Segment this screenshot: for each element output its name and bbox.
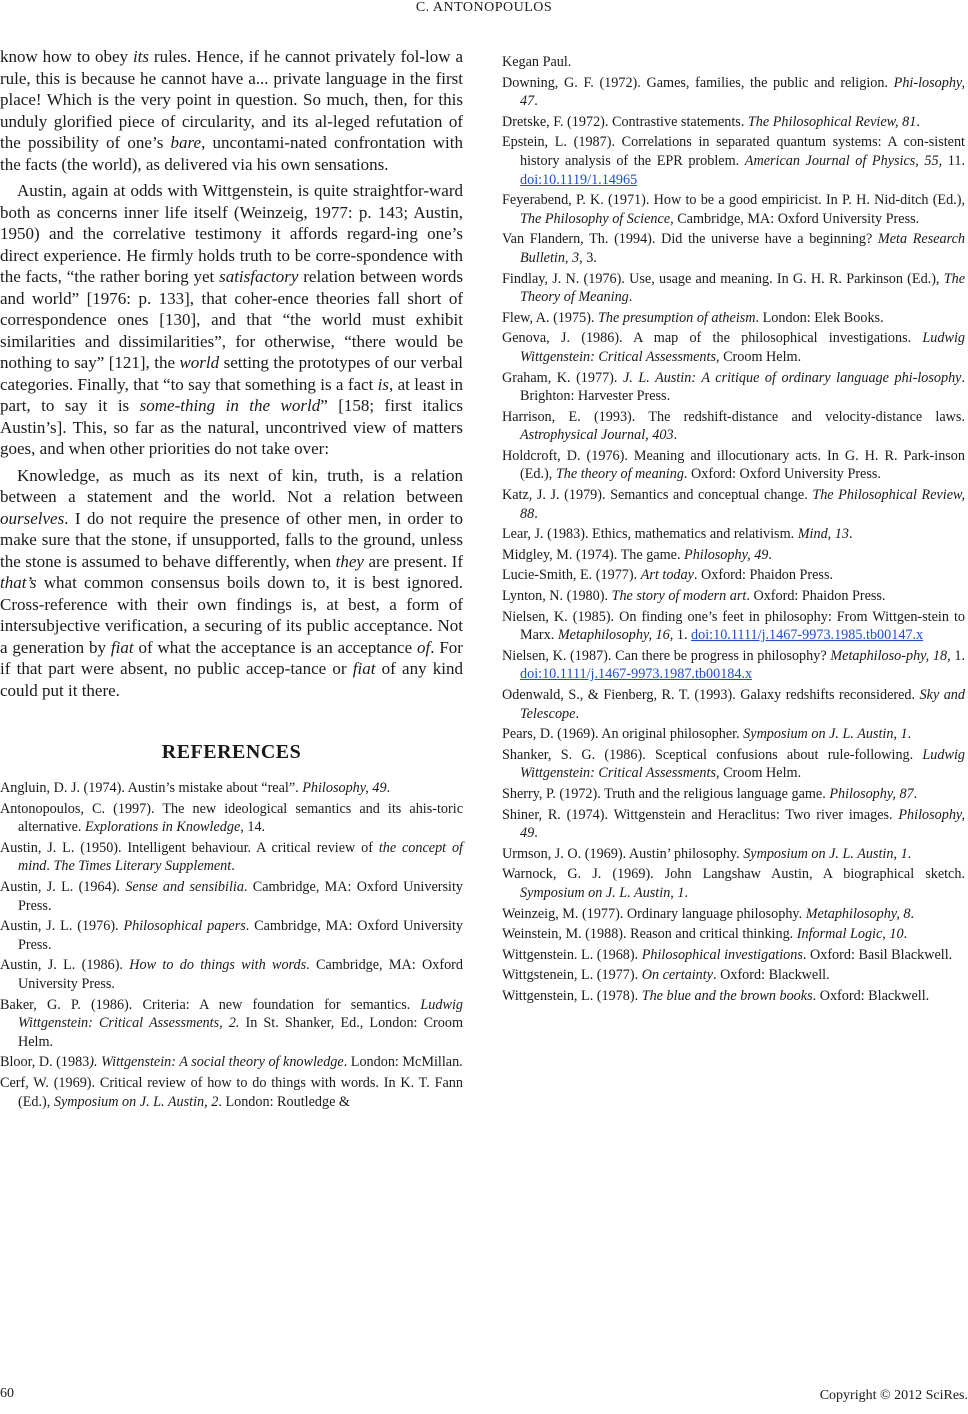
italic-text: Philosophy, 49 [684,546,769,563]
text-run: Lucie-Smith, E. (1977). [502,567,641,584]
italic-text: The theory of meaning [555,466,684,483]
text-run: Shanker, S. G. (1986). Sceptical confusions about rule-following. [502,746,923,763]
reference-entry [502,987,965,1006]
text-run: Katz, J. J. (1979). Semantics and conceptual change. [502,487,813,504]
text-run: . For if that part were absent, no public accep-tance or [0,637,463,678]
text-run: Graham, K. (1977). [502,369,623,386]
reference-entry [502,746,965,783]
doi-link[interactable]: doi:10.1119/1.14965 [520,171,638,188]
text-run: Pears, D. (1969). An original philosopher. [502,726,744,743]
italic-text: Art today [640,567,694,584]
right-column [502,53,965,1008]
reference-entry [502,925,965,944]
reference-entry [502,447,965,484]
body-paragraph [0,46,463,175]
text-run: Van Flandern, Th. (1994). Did the universe have a beginning? [502,231,878,248]
text-run: Kegan Paul. [502,54,572,70]
italic-text: American Journal of Physics, 55, [744,152,943,169]
italic-text: bare [170,133,202,152]
reference-entry [502,785,965,804]
text-run: . [910,905,915,922]
italic-text: Ludwig Wittgenstein: Critical Assessments [520,746,965,782]
doi-link[interactable]: doi:10.1111/j.1467-9973.1987.tb00184.x [520,666,753,683]
italic-text: fiat [110,637,134,657]
italic-text: Sense and sensibilia [125,878,244,895]
text-run: setting the prototypes of our verbal categories. Finally, that “to say that something is a fact [0,353,464,394]
reference-entry [502,686,965,723]
italic-text: Metaphilosophy, 16, [557,627,674,644]
italic-text: Metaphilosophy, 8 [805,905,911,922]
text-run: . [903,926,908,943]
text-run: 11. [942,152,965,169]
text-run: Baker, G. P. (1986). Criteria: A new foundation for semantics. [0,996,421,1013]
text-run: . Oxford: Blackwell. [812,987,930,1004]
text-run: . London: Elek Books. [755,309,884,326]
text-run: . [46,858,54,875]
text-run: Bloor, D. (1983 [0,1054,90,1071]
italic-text: The Philosophical Review, 88 [520,487,965,522]
text-run: . [916,113,920,130]
text-run: Sherry, P. (1972). Truth and the religious language game. [502,785,830,802]
italic-text: that’s [0,573,37,592]
text-run: Urmson, J. O. (1969). Austin’ philosophy. [502,845,744,862]
text-run: Downing, G. F. (1972). Games, families, the public and religion. [502,74,894,91]
text-run: , Croom Helm. [716,765,802,782]
text-run: . Brighton: Harvester Press. [520,369,966,405]
text-run: Flew, A. (1975). [502,309,599,326]
text-run: ” [158; first italics Austin’s]. This, so far as the natural, uncontrived view of matters goes, and when other priorities do not take over: [0,396,463,458]
reference-entry [502,329,965,366]
italic-text: Symposium on J. L. Austin, 1 [743,726,908,743]
references-heading: REFERENCES [161,741,302,763]
text-run: Lynton, N. (1980). [502,588,612,605]
reference-entry [502,566,965,585]
italic-text: J. L. Austin: A critique of ordinary language phi-losophy [623,369,962,386]
italic-text: Symposium on J. L. Austin, 1 [520,884,685,901]
reference-entry [0,1074,463,1111]
text-run: . [913,785,918,802]
reference-entry [0,917,463,954]
body-paragraph [0,465,463,702]
text-run: what common consensus boils down to, it is best ignored. Cross-reference with their own findings is, at best, a form of intersubjective verification, a securing of its public acceptance. Not a generation by [0,573,463,657]
text-run: Austin, again at odds with Wittgenstein, is quite straightfor-ward both as concerns inner life itself (Weinzeig, 1977: p. 143; Austin, 1950) and the correlative testimony it affords regard-ing one’s direct experience. He firmly holds truth to be corre-spondence with the facts, “the rather boring yet [0,181,463,286]
text-run: Dretske, F. (1972). Contrastive statements. [502,113,748,130]
left-column [0,46,463,1113]
text-run: are present. If [363,551,463,571]
text-run: Nielsen, K. (1985). On finding one’s feet in philosophy: From Wittgen-stein to Marx. [502,608,965,644]
italic-text: they [335,551,364,571]
reference-entry [0,800,463,837]
reference-entry [502,270,965,307]
text-run: Feyerabend, P. K. (1971). How to be a good empiricist. In P. H. Nid-ditch (Ed.), [502,192,965,209]
italic-text: some-thing in the world [139,396,321,415]
reference-entry [502,486,965,523]
text-run: Cerf, W. (1969). Critical review of how to do things with words. In K. T. Fann (Ed.), [0,1074,463,1110]
italic-text: Philosophical papers [123,918,246,935]
reference-entry [502,230,965,267]
italic-text: Informal Logic, 10 [796,926,904,943]
text-run: . [534,505,538,522]
reference-entry [0,839,463,876]
text-run: of what the acceptance is an acceptance [133,637,417,657]
italic-text: On certainty [641,967,714,984]
italic-text: Meta Research Bulletin, 3, [520,231,965,266]
italic-text: satisfactory [219,267,299,286]
text-run: Knowledge, as much as its next of kin, truth, is a relation between a statement and the world. Not a relation between [0,465,463,506]
reference-entry [0,1053,463,1072]
text-run: rules. Hence, if he cannot privately fol-low a rule, this is because he cannot have a... private language in the first place! Which is the very point in question. So much, then, for this unduly glorified piece of circularity, and its al-leged refutation of the possibility of one’s [0,47,463,152]
text-run: . I do not require the presence of other men, in order to make sure that the stone, if unsupported, falls to the ground, unless the stone is assumed to behave differently, when [0,508,463,571]
reference-entry [502,845,965,864]
text-run: . Oxford: Phaidon Press. [693,567,834,584]
reference-entry [502,133,965,189]
italic-text: its [132,47,150,66]
text-run: relation between words and world” [1976: p. 133], that coher-ence theories fall short of correspondence ones [130], and that “the world must exhibit similarities and dissimilarities”, for otherwise, “there would be nothing to say” [121], the [0,267,463,372]
text-run: Warnock, G. J. (1969). John Langshaw Austin, A biographical sketch. [502,866,965,883]
text-run: . [684,884,689,901]
text-run: Findlay, J. N. (1976). Use, usage and meaning. In G. H. R. Parkinson (Ed.), [502,270,944,287]
text-run: . Oxford: Basil Blackwell. [802,946,953,963]
italic-text: The blue and the brown books [641,987,813,1004]
italic-text: The story of modern art [611,588,747,605]
reference-entry [502,725,965,744]
text-run: . [386,780,391,796]
italic-text: The Times Literary Supplement [53,858,232,875]
doi-link[interactable]: doi:10.1111/j.1467-9973.1985.tb00147.x [691,627,924,644]
text-run: Angluin, D. J. (1974). Austin’s mistake about “real”. [0,780,303,796]
reference-entry [0,956,463,993]
text-run: , uncontami-nated confrontation with the facts (the world), as delivered via his own sensations. [0,133,463,174]
reference-entry [502,113,965,132]
italic-text: world [179,353,220,372]
reference-entry [0,878,463,915]
text-run: . [673,427,678,444]
text-run: 3. [582,249,597,266]
page-number: 60 [0,1386,14,1401]
italic-text: Phi-losophy, 47 [520,74,965,110]
reference-entry [502,647,965,684]
italic-text: Mind, 13 [797,526,849,543]
text-run: . Oxford: Phaidon Press. [746,588,886,605]
text-run: Weinzeig, M. (1977). Ordinary language philosophy. [502,905,806,922]
text-run: , Croom Helm. [716,348,802,365]
reference-entry [502,546,965,565]
italic-text: Metaphiloso-phy, 18, [830,647,951,664]
text-run: Antonopoulos, C. (1997). The new ideological semantics and its ahis-toric alternative. [0,800,463,836]
reference-entry [502,191,965,228]
italic-text: ). Wittgenstein: A social theory of knowledge [89,1054,344,1071]
italic-text: The Philosophical Review, 81 [747,113,917,130]
italic-text: Explorations in Knowledge [84,819,241,836]
text-run: Epstein, L. (1987). Correlations in separated quantum systems: A con-sistent history analysis of the EPR problem. [502,134,965,169]
text-run: In St. Shanker, Ed., London: Croom Helm. [18,1015,463,1050]
reference-entry [0,779,463,798]
copyright-notice: Copyright © 2012 SciRes. [819,1388,968,1403]
running-header: C. ANTONOPOULOS [415,0,553,15]
italic-text: The presumption of atheism [598,309,756,326]
italic-text: Ludwig Wittgenstein: Critical Assessments, 2. [18,996,463,1032]
text-run: . London: McMillan. [343,1054,463,1071]
text-run: Wittgenstein. L. (1968). [502,946,642,963]
text-run: . [575,705,579,722]
text-run: . [628,289,633,306]
text-run: 1. [950,647,965,664]
italic-text: Ludwig Wittgenstein: Critical Assessments [520,330,965,365]
text-run: Midgley, M. (1974). The game. [502,546,685,563]
reference-entry [502,53,965,72]
text-run: of any kind could put it there. [0,659,463,700]
text-run: . London: Routledge & [218,1093,350,1110]
text-run: Lear, J. (1983). Ethics, mathematics and relativism. [502,526,798,543]
reference-entry [502,309,965,328]
reference-entry [502,865,965,902]
italic-text: the concept of mind [18,839,463,875]
italic-text: How to do things with words [129,957,307,974]
italic-text: Philosophy, 49 [520,806,965,842]
reference-entry [502,525,965,544]
text-run: Harrison, E. (1993). The redshift-distance and velocity-distance laws. [502,408,965,425]
text-run: Wittgenstein, L. (1978). [502,987,642,1004]
text-run: . [907,845,912,862]
body-paragraph [0,180,463,460]
text-run: Nielsen, K. (1987). Can there be progress in philosophy? [502,647,831,664]
italic-text: of [417,637,431,657]
text-run: . Cambridge, MA: Oxford University Press. [18,918,463,953]
reference-entry [0,996,463,1052]
text-run: 1. [673,627,692,644]
text-run: Austin, J. L. (1986). [0,957,130,974]
italic-text: Sky and Telescope [520,687,965,722]
italic-text: ourselves [0,508,65,528]
italic-text: Philosophy, 87 [829,785,914,802]
text-run: Wittgstenein, L. (1977). [502,967,642,984]
text-run: Holdcroft, D. (1976). Meaning and illocutionary acts. In G. H. R. Park-inson (Ed.), [502,447,965,483]
text-run: . [848,526,853,543]
reference-entry [502,946,965,965]
text-run: Weinstein, M. (1988). Reason and critical thinking. [502,926,797,943]
text-run: . [534,93,538,110]
text-run: . [231,858,235,875]
reference-entry [502,806,965,843]
reference-entry [502,905,965,924]
italic-text: Symposium on J. L. Austin, 1 [743,845,908,862]
reference-entry [502,587,965,606]
reference-entry [502,408,965,445]
text-run: . Oxford: Blackwell. [713,967,830,984]
reference-entry [502,966,965,985]
text-run: . [907,726,912,743]
italic-text: The Philosophy of Science [520,210,671,227]
text-run: . Oxford: Oxford University Press. [683,466,881,483]
text-run: Austin, J. L. (1950). Intelligent behaviour. A critical review of [0,839,379,856]
text-run: , at least in part, to say it is [0,374,463,415]
italic-text: Symposium on J. L. Austin, 2 [53,1093,219,1110]
text-run: Odenwald, S., & Fienberg, R. T. (1993). Galaxy redshifts reconsidered. [502,687,920,703]
italic-text: fiat [352,659,376,678]
text-run: Shiner, R. (1974). Wittgenstein and Heraclitus: Two river images. [502,806,899,823]
text-run: Genova, J. (1986). A map of the philosophical investigations. [502,330,923,347]
italic-text: Philosophy, 49 [302,780,387,796]
text-run: Austin, J. L. (1964). [0,878,126,895]
text-run: . [534,825,538,842]
text-run: , Cambridge, MA: Oxford University Press. [670,210,920,227]
references-list-right [502,53,965,1006]
italic-text: is [377,374,390,394]
text-run: Austin, J. L. (1976). [0,918,124,935]
text-run: . [768,546,772,563]
italic-text: Philosophical investigations [641,946,803,963]
reference-entry [502,74,965,111]
text-run: . Cambridge, MA: Oxford University Press. [18,957,463,992]
references-list-left [0,779,463,1111]
text-run: , 14. [240,819,266,836]
reference-entry [502,369,965,406]
italic-text: Astrophysical Journal, 403 [520,427,674,444]
reference-entry [502,608,965,645]
text-run: . Cambridge, MA: Oxford University Press. [18,878,463,914]
body-text [0,46,463,701]
text-run: know how to obey [0,47,133,66]
italic-text: The Theory of Meaning [520,270,965,306]
